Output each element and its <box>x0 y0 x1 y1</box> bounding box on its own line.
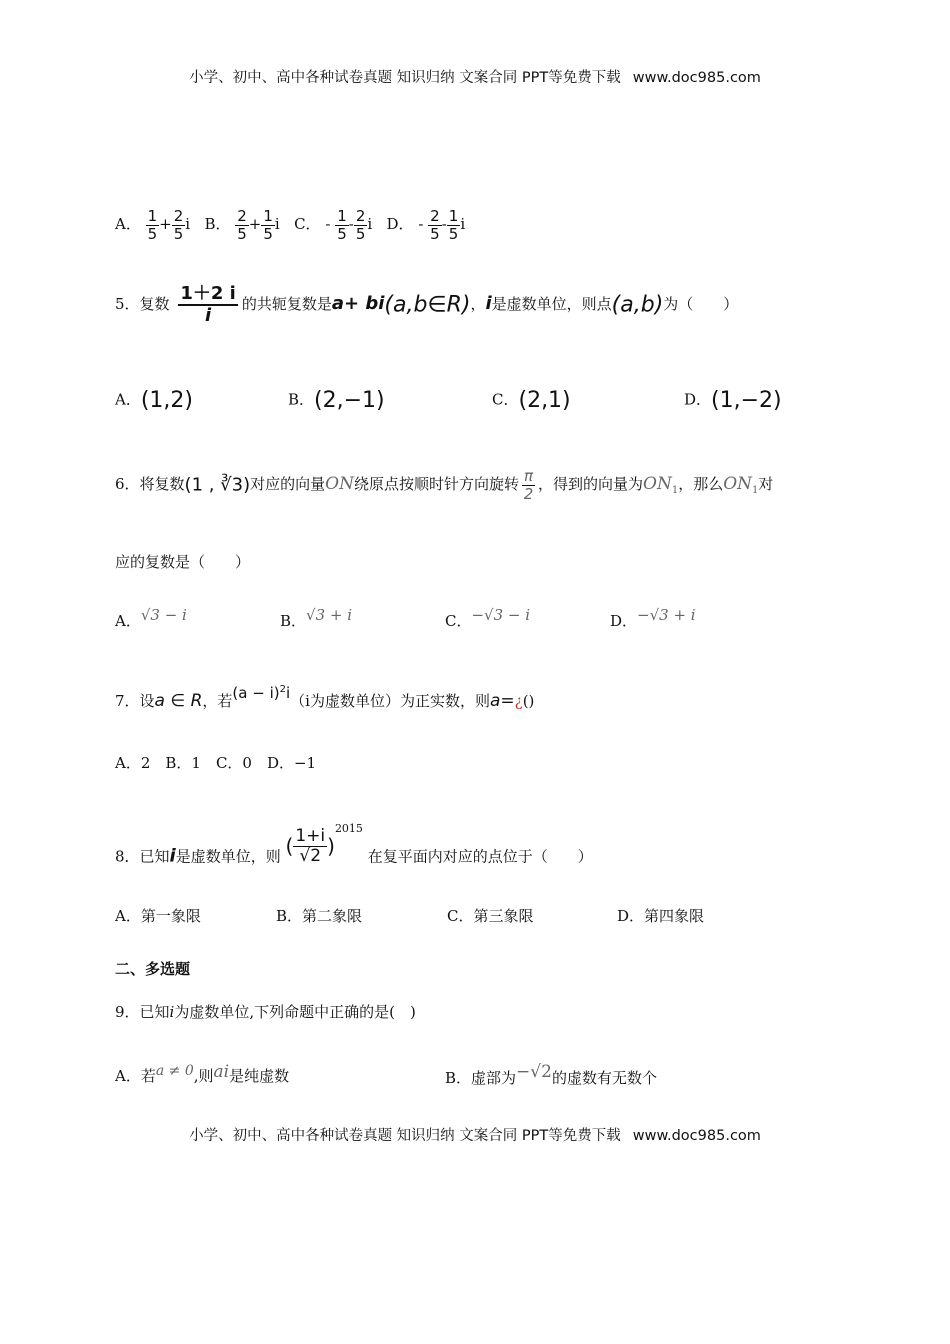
q5-option-d <box>684 388 782 413</box>
footer-url[interactable]: www.doc985.com <box>632 1128 761 1144</box>
question-text: 为虚数单位）为正实数，则 <box>309 692 490 710</box>
fraction <box>172 208 186 242</box>
math-answer: a= <box>489 691 515 711</box>
numerator: 2 <box>355 207 366 225</box>
option-value: √3 + i <box>306 606 353 624</box>
numerator: π <box>523 467 534 485</box>
vector-on1: ON <box>723 474 753 494</box>
question-text: 应的复数是（ ） <box>115 553 251 571</box>
option-value: (1,−2) <box>711 388 782 413</box>
question-text: 9．已知 <box>115 1003 170 1021</box>
question-8 <box>115 822 593 879</box>
fraction <box>146 208 160 242</box>
sign: - <box>325 215 331 233</box>
question-5 <box>115 284 738 326</box>
vector-on1: ON <box>643 474 672 494</box>
math-expression: a+ bi <box>331 292 385 314</box>
fraction <box>293 827 327 865</box>
q6-option-d <box>610 606 696 631</box>
imag-unit: i <box>367 215 373 233</box>
fraction <box>428 208 442 242</box>
question-text: 绕原点按顺时针方向旋转 <box>353 475 519 493</box>
math-expression <box>232 684 290 702</box>
q7-options <box>115 752 316 773</box>
q8-option-d: D．第四象限 <box>617 907 705 925</box>
question-6-cont <box>115 551 250 572</box>
math-value: −√2 <box>516 1062 552 1082</box>
option-label: B． <box>288 390 315 409</box>
option-text: ,则 <box>193 1067 214 1085</box>
denominator: 5 <box>337 224 347 243</box>
option-label: C． <box>445 612 472 630</box>
denominator: 5 <box>237 224 247 243</box>
page-header <box>0 66 950 87</box>
question-7 <box>115 684 534 711</box>
imag-unit: i <box>460 215 466 233</box>
option-label: B． <box>280 612 307 630</box>
vector-on: ON <box>325 474 354 494</box>
imag-unit: i <box>169 845 176 867</box>
fraction <box>178 284 238 326</box>
denominator: 5 <box>173 224 184 243</box>
q6-option-c <box>445 606 530 631</box>
numerator: 1 <box>263 207 273 225</box>
fraction <box>261 208 275 242</box>
q4-options <box>115 208 465 242</box>
exponent: 2015 <box>334 822 363 835</box>
math-condition: (a,b∈R) <box>384 292 471 318</box>
math-complex: (1 , ∛3) <box>184 474 251 496</box>
operator: - <box>441 215 447 233</box>
option-label: D． <box>386 215 414 233</box>
subscript: 1 <box>671 485 679 496</box>
q6-option-b <box>280 606 352 631</box>
question-text: 在复平面内对应的点位于（ ） <box>367 847 593 866</box>
option-label: B．虚部为 <box>445 1069 517 1087</box>
option-text: 的虚数有无数个 <box>551 1069 657 1087</box>
question-text: () <box>522 692 535 710</box>
numerator: 1+i <box>295 825 326 846</box>
question-text: ，那么 <box>678 475 724 493</box>
q4-option-a <box>115 207 195 243</box>
options-line: A．2 B．1 C．0 D．−1 <box>115 754 317 772</box>
header-url[interactable]: www.doc985.com <box>632 70 761 86</box>
exponent: 2 <box>279 684 286 695</box>
sign: - <box>418 215 424 233</box>
q8-option-a: A．第一象限 <box>115 907 201 925</box>
subscript: 1 <box>752 485 759 496</box>
option-label: A． <box>115 390 141 409</box>
question-text: 对应的向量 <box>250 475 326 493</box>
fraction <box>447 208 461 242</box>
denominator: 5 <box>448 224 459 243</box>
option-value: (2,−1) <box>314 388 385 413</box>
math-condition: a ∈ R <box>154 691 203 711</box>
question-text: 是虚数单位，则点 <box>491 294 612 313</box>
numerator: 1 <box>337 207 347 225</box>
option-value: (2,1) <box>518 388 571 413</box>
question-text: 对 <box>758 475 774 493</box>
math-point: (a,b) <box>611 292 664 318</box>
q4-option-b <box>204 207 284 243</box>
imag-unit: i <box>305 692 310 710</box>
option-text: 是纯虚数 <box>229 1067 290 1085</box>
question-text: 8．已知 <box>115 847 170 866</box>
option-label: C． <box>492 390 519 409</box>
section-title: 二、多选题 <box>115 960 191 978</box>
q5-option-b <box>288 388 385 413</box>
numerator: 2 <box>237 207 247 225</box>
option-label: A． <box>115 215 141 233</box>
q4-option-d <box>386 207 466 243</box>
fraction <box>335 208 349 242</box>
denominator: 5 <box>147 224 158 243</box>
denominator: 5 <box>355 224 366 243</box>
q9-option-a <box>115 1062 289 1086</box>
numerator: 1 <box>147 207 158 225</box>
operator: - <box>348 215 354 233</box>
footer-text: 小学、初中、高中各种试卷真题 知识归纳 文案合同 PPT等免费下载 <box>189 1128 621 1144</box>
question-6 <box>115 468 773 502</box>
option-value: (1,2) <box>140 388 193 413</box>
q8-option-c: C．第三象限 <box>447 907 534 925</box>
operator: + <box>248 215 262 233</box>
fraction-pi-2 <box>522 468 535 502</box>
question-text: 为（ ） <box>663 294 739 313</box>
header-text: 小学、初中、高中各种试卷真题 知识归纳 文案合同 PPT等免费下载 <box>189 70 621 86</box>
option-label: D． <box>610 612 638 630</box>
q5-option-a <box>115 388 193 413</box>
option-label: D． <box>684 390 712 409</box>
page-footer <box>0 1124 950 1145</box>
math-power: ( $\frac{1+i}{√2}$ )$^{2015}$ <box>285 822 363 866</box>
question-text: 7．设 <box>115 692 155 710</box>
question-text: 6．将复数 <box>115 475 185 493</box>
denominator: 5 <box>263 224 273 243</box>
placeholder-mark: ¿ <box>514 692 523 710</box>
option-label: A． <box>115 612 141 630</box>
imag-unit: i <box>169 1003 175 1021</box>
operator: + <box>159 215 172 233</box>
question-9 <box>115 1001 416 1022</box>
q6-option-a <box>115 606 187 631</box>
question-text: ， <box>470 294 486 313</box>
imag-unit: i <box>274 215 280 233</box>
expr-base: (a − i) <box>232 684 280 702</box>
option-label: A．若 <box>115 1067 156 1085</box>
q5-option-c <box>492 388 571 413</box>
option-value: √3 − i <box>140 606 187 624</box>
question-text: ，得到的向量为 <box>538 475 644 493</box>
option-value: −√3 + i <box>637 606 696 624</box>
option-label: B． <box>204 215 231 233</box>
option-label: C． <box>294 215 321 233</box>
imag-unit: i <box>285 684 291 702</box>
fraction <box>354 208 368 242</box>
imag-unit: i <box>185 215 191 233</box>
question-text: 为虚数单位,下列命题中正确的是( ) <box>174 1003 416 1021</box>
denominator: 2 <box>523 484 534 503</box>
fraction <box>235 208 249 242</box>
question-number: 5．复数 <box>115 294 170 313</box>
denominator: 5 <box>430 224 440 243</box>
numerator: 2 <box>173 207 184 225</box>
q8-option-b: B．第二象限 <box>276 907 363 925</box>
denominator: √2 <box>299 845 322 866</box>
question-text: 的共轭复数是 <box>241 294 332 313</box>
numerator: 1＋2 i <box>180 283 236 304</box>
question-text: （ <box>290 692 306 710</box>
q9-option-b <box>445 1062 657 1088</box>
option-value: −√3 − i <box>471 606 531 624</box>
numerator: 1 <box>448 207 459 225</box>
denominator: i <box>204 304 212 326</box>
imag-unit: i <box>485 292 492 314</box>
q4-option-c <box>294 207 377 243</box>
math-condition: a ≠ 0 <box>155 1063 194 1079</box>
math-ai: ai <box>213 1062 230 1082</box>
question-text: 是虚数单位，则 <box>175 847 281 866</box>
numerator: 2 <box>430 207 440 225</box>
question-text: ，若 <box>202 692 233 710</box>
